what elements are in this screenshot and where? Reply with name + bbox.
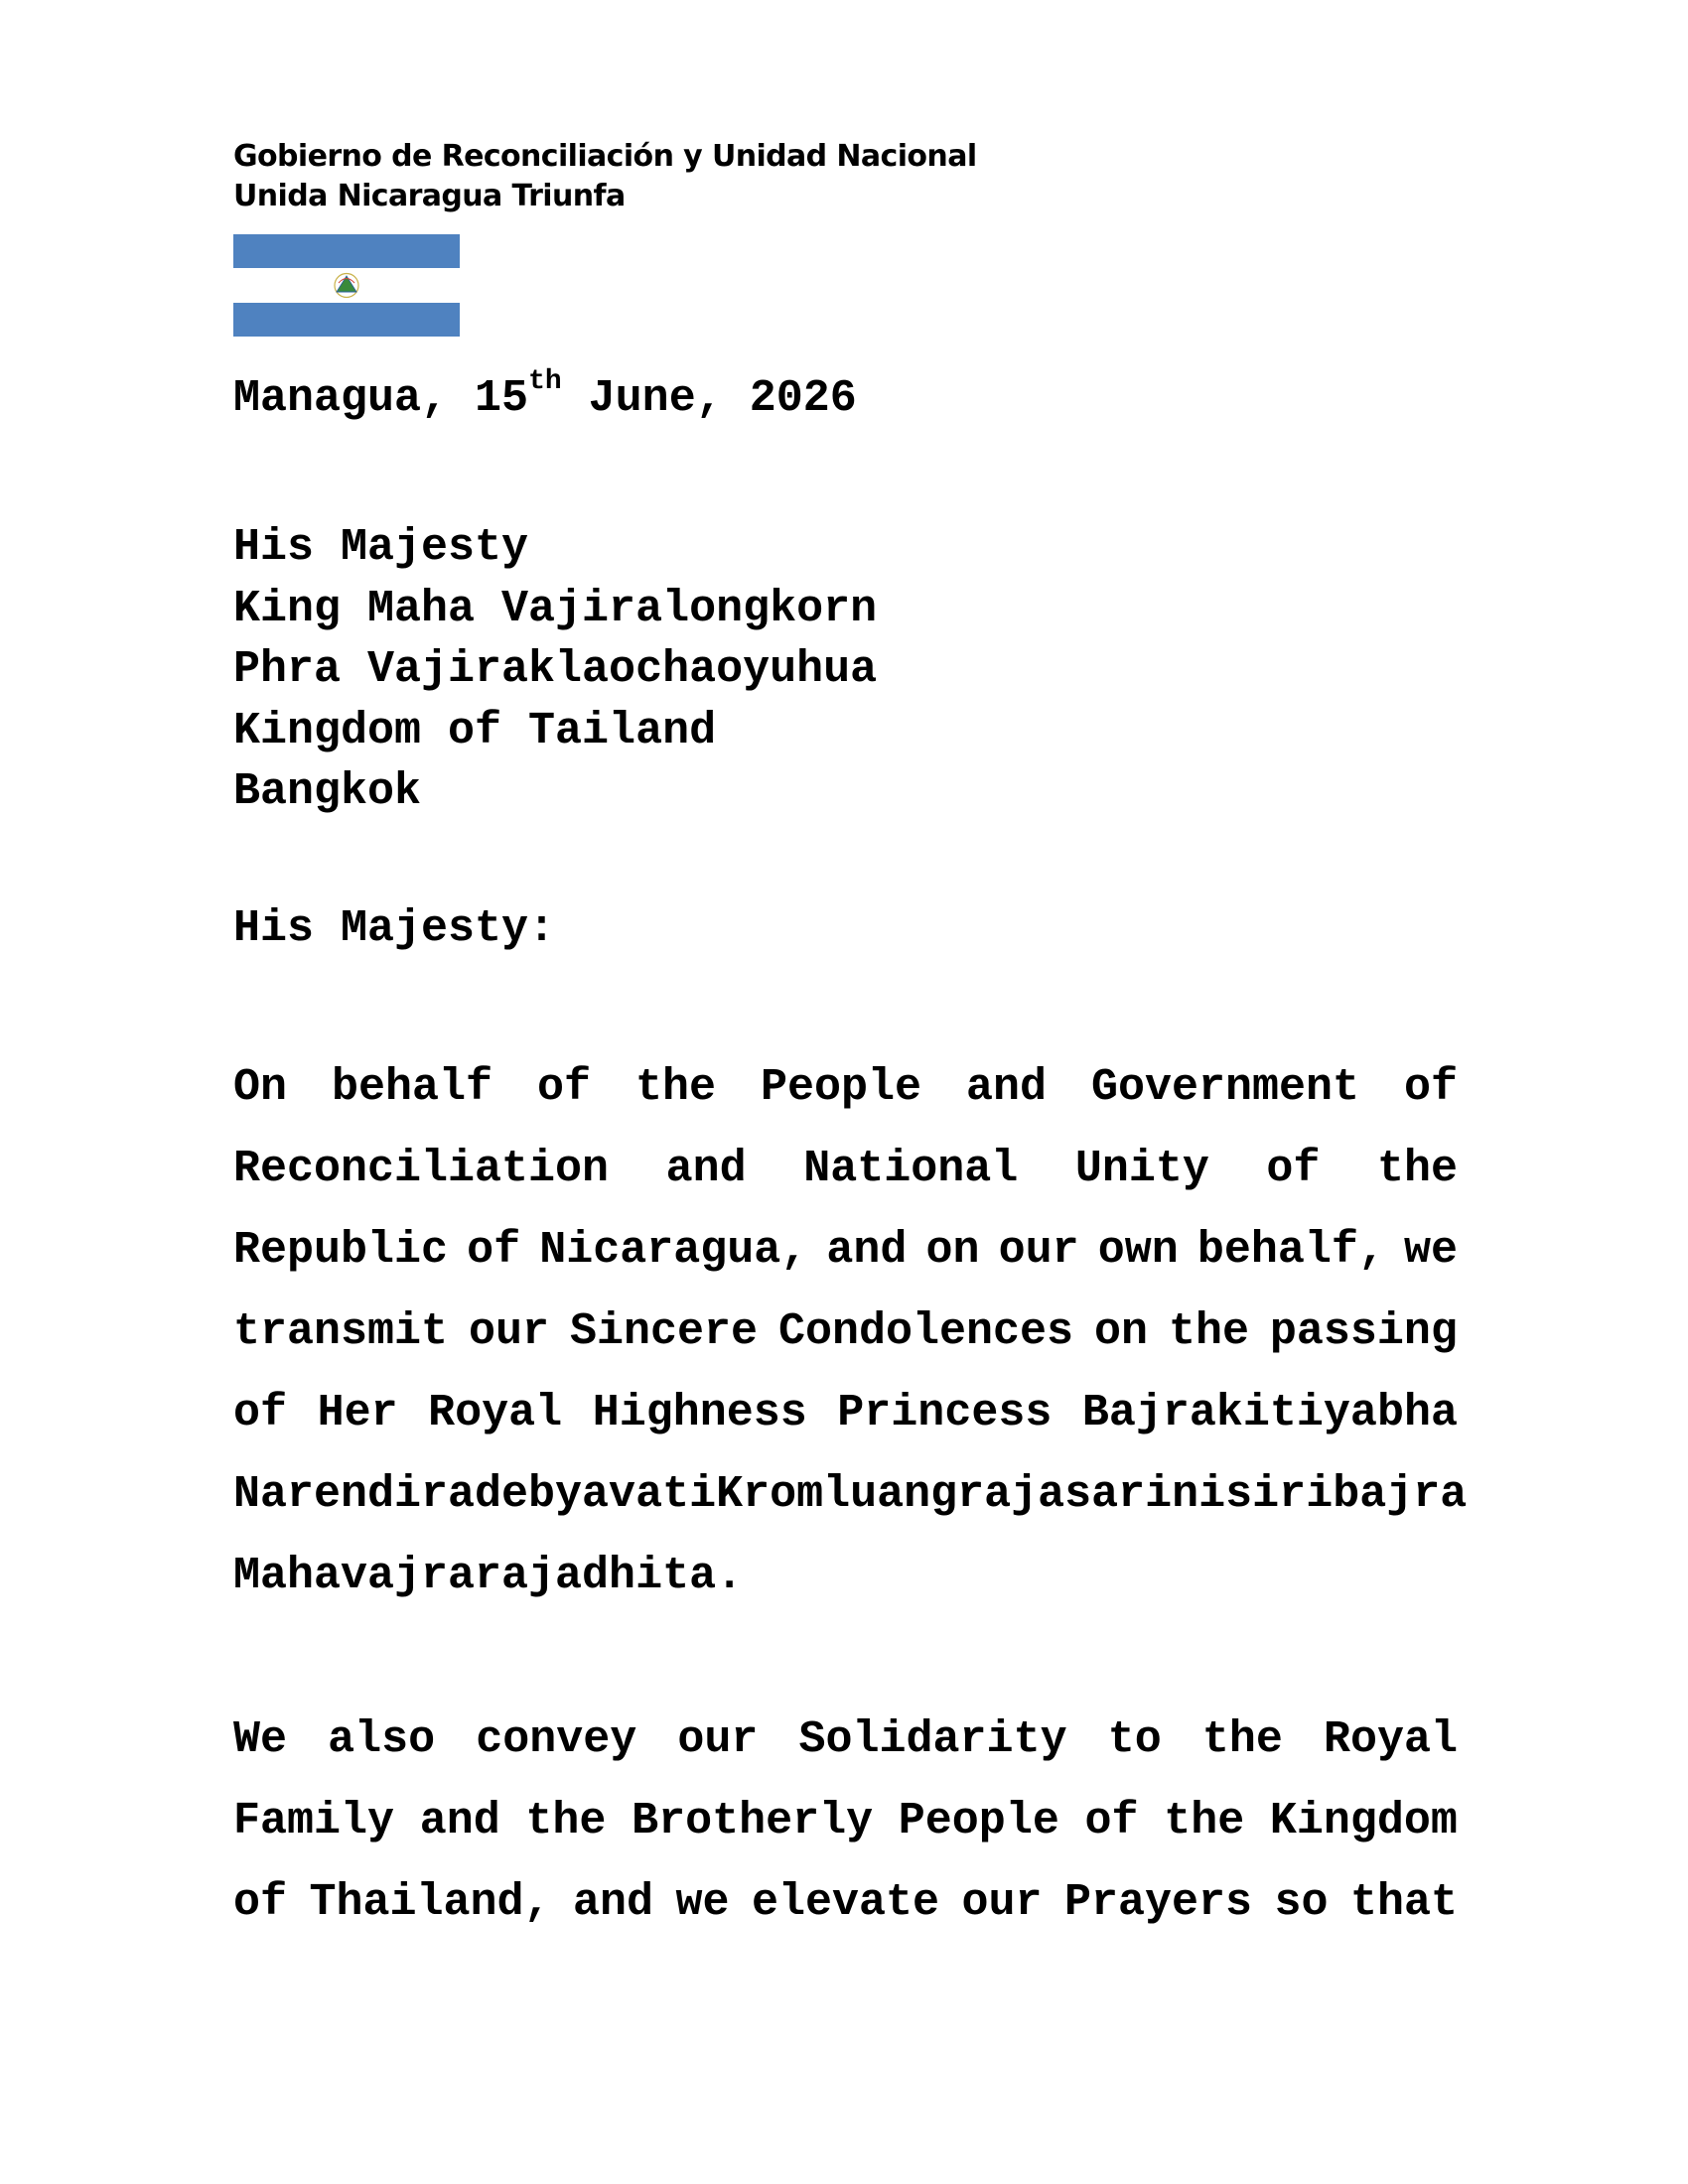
word: and [965, 1062, 1047, 1113]
word: Bajrakitiyabha [1081, 1388, 1458, 1438]
salutation: His Majesty: [233, 903, 556, 954]
word: Thailand, [309, 1877, 551, 1928]
paragraph-line [233, 1140, 1458, 1199]
word: and [826, 1225, 908, 1276]
word: Royal [1323, 1714, 1458, 1765]
word: we [1403, 1225, 1458, 1276]
word: Princess [837, 1388, 1053, 1438]
word: Condolences [777, 1306, 1074, 1357]
paragraph-line [233, 1710, 1458, 1770]
word: the [1201, 1714, 1283, 1765]
paragraph-line [233, 1465, 1468, 1525]
word: Brotherly [632, 1796, 874, 1846]
word: and [573, 1877, 654, 1928]
word: of [1084, 1796, 1139, 1846]
word: Prayers [1063, 1877, 1252, 1928]
letter-date [233, 366, 857, 429]
word: We [233, 1714, 288, 1765]
word: of [1266, 1144, 1321, 1194]
date-month-year: June, 2026 [561, 373, 857, 424]
paragraph-line [233, 1792, 1458, 1851]
word: also [328, 1714, 436, 1765]
word: On [233, 1062, 288, 1113]
word: the [1376, 1144, 1458, 1194]
recipient-address [233, 517, 877, 823]
word: on [1093, 1306, 1148, 1357]
address-line: His Majesty [233, 522, 529, 573]
word: on [925, 1225, 980, 1276]
word: Family [233, 1796, 395, 1846]
word: behalf, [1196, 1225, 1385, 1276]
word: the [1168, 1306, 1249, 1357]
word: elevate [751, 1877, 939, 1928]
word: Highness [592, 1388, 807, 1438]
address-line: Bangkok [233, 766, 422, 817]
word: passing [1269, 1306, 1458, 1357]
nicaragua-flag-icon [233, 234, 460, 337]
address-line: Phra Vajiraklaochaoyuhua [233, 644, 878, 695]
word: of [1403, 1062, 1458, 1113]
word: Republic [233, 1225, 449, 1276]
word: our [469, 1306, 550, 1357]
paragraph-line [233, 1058, 1458, 1118]
word: Unity [1074, 1144, 1209, 1194]
word: of [233, 1877, 288, 1928]
letterhead [233, 137, 977, 216]
word: the [634, 1062, 716, 1113]
word: Royal [428, 1388, 563, 1438]
word: behalf [331, 1062, 493, 1113]
word: of [233, 1388, 288, 1438]
word: and [665, 1144, 747, 1194]
word: our [998, 1225, 1079, 1276]
word: Nicaragua, [539, 1225, 808, 1276]
paragraph-line: Mahavajrarajadhita. [233, 1551, 744, 1601]
word: transmit [233, 1306, 449, 1357]
word: Her [317, 1388, 398, 1438]
word: Reconciliation [233, 1144, 610, 1194]
government-name: Gobierno de Reconciliación y Unidad Nacional [233, 139, 977, 174]
word: to [1107, 1714, 1162, 1765]
address-line: King Maha Vajiralongkorn [233, 583, 878, 634]
word: so [1274, 1877, 1329, 1928]
word: of [467, 1225, 521, 1276]
word: Narendiradebyavati [233, 1469, 717, 1520]
word: of [536, 1062, 591, 1113]
word: our [961, 1877, 1043, 1928]
word: Kingdom [1269, 1796, 1458, 1846]
word: the [525, 1796, 607, 1846]
word: National [803, 1144, 1019, 1194]
paragraph-line [233, 1873, 1458, 1933]
word: People [898, 1796, 1059, 1846]
paragraph-line [233, 1221, 1458, 1281]
word: Kromluangrajasarinisiribajra [716, 1469, 1468, 1520]
word: and [419, 1796, 500, 1846]
date-ordinal-suffix: th [528, 366, 562, 397]
word: Sincere [569, 1306, 758, 1357]
word: Solidarity [798, 1714, 1067, 1765]
word: we [675, 1877, 730, 1928]
paragraph-line [233, 1302, 1458, 1362]
word: our [677, 1714, 759, 1765]
word: Government [1090, 1062, 1359, 1113]
address-line: Kingdom of Tailand [233, 705, 717, 756]
word: People [760, 1062, 921, 1113]
word: that [1349, 1877, 1458, 1928]
government-slogan: Unida Nicaragua Triunfa [233, 179, 626, 213]
word: convey [476, 1714, 637, 1765]
date-place-day: Managua, 15 [233, 373, 529, 424]
word: own [1097, 1225, 1179, 1276]
paragraph-line [233, 1384, 1458, 1443]
word: the [1164, 1796, 1245, 1846]
